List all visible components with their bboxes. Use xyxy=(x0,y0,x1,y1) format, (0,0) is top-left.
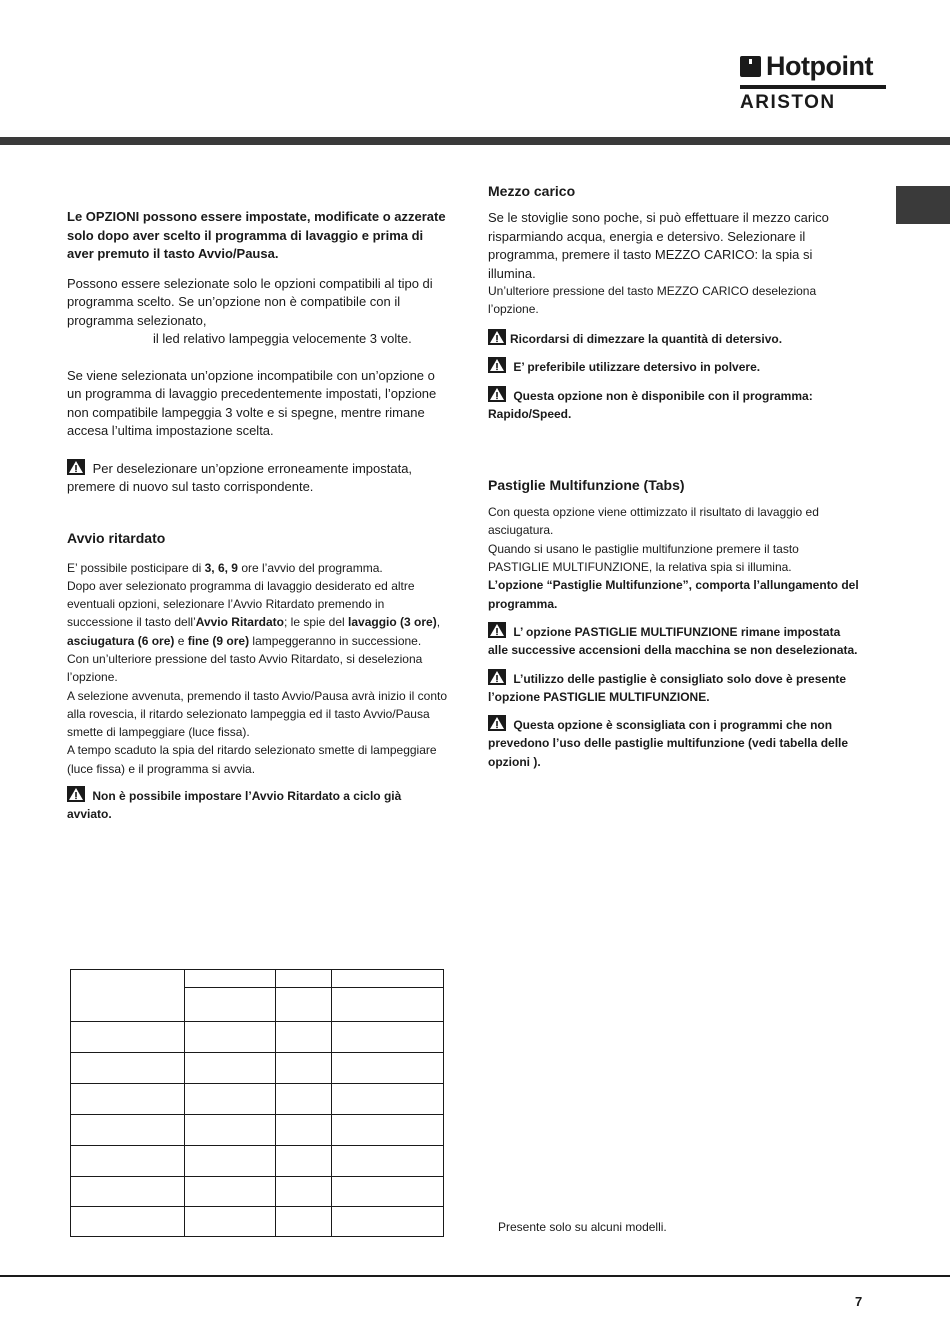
table-col-line xyxy=(331,970,332,1236)
tabs-warning-1 xyxy=(488,622,863,660)
left-column xyxy=(67,208,447,824)
mezzo-warning-2-text: E’ preferibile utilizzare detersivo in polvere. xyxy=(510,360,761,375)
incompat-paragraph: Se viene selezionata un’opzione incompatibile con un’opzione o un programma di lavaggio precedentemente impostati, l’opzione non compatibile lampeggia 3 volte e si spegne, mentre rimane accesa l’ultima impostazione scelta. xyxy=(67,367,437,438)
tabs-warning-2-text: L’utilizzo delle pastiglie è consigliato solo dove è presente l’opzione PASTIGLIE MULTIFUNZIONE. xyxy=(488,671,847,704)
avvio-line-2 xyxy=(67,577,447,650)
warning-icon xyxy=(67,786,85,802)
table-header-line xyxy=(184,987,443,988)
right-column xyxy=(488,182,863,771)
avvio-line-4: Con un’ulteriore pressione del tasto Avvio Ritardato, si deseleziona l’opzione. xyxy=(67,651,423,685)
intro-text: Le OPZIONI possono essere impostate, modificate o azzerate solo dopo aver scelto il programma di lavaggio e prima di aver premuto il tasto Avvio/Pausa. xyxy=(67,209,446,261)
avvio-title: Avvio ritardato xyxy=(67,529,166,546)
mezzo-warning-3-text: Questa opzione non è disponibile con il programma: Rapido/Speed. xyxy=(488,388,813,421)
avvio-warning-text: Non è possibile impostare l’Avvio Ritardato a ciclo già avviato. xyxy=(67,789,402,822)
table-col-line xyxy=(184,970,185,1236)
brand-name-row xyxy=(740,52,886,80)
compat-text-b: il led relativo lampeggia velocemente 3 volte. xyxy=(153,331,412,346)
side-tab xyxy=(896,186,950,224)
table-row-line xyxy=(71,1114,443,1115)
compat-text-a: Possono essere selezionate solo le opzioni compatibili al tipo di programma scelto. Se un’opzione non è compatibile con il programma selezionato, xyxy=(67,275,433,328)
avvio-body xyxy=(67,559,447,824)
warning-icon xyxy=(488,715,506,731)
avvio-t1: E’ possibile posticipare di xyxy=(67,560,205,575)
table-row-line xyxy=(71,1206,443,1207)
tabs-text-1: Con questa opzione viene ottimizzato il risultato di lavaggio ed asciugatura. xyxy=(488,505,819,538)
mezzo-text-1: Se le stoviglie sono poche, si può effettuare il mezzo carico risparmiando acqua, energia e detersivo. Selezionare il programma, premere il tasto MEZZO CARICO: la spia si illumina. xyxy=(488,210,829,281)
tabs-warning-1-text: L’ opzione PASTIGLIE MULTIFUNZIONE rimane impostata alle successive accensioni della macchina se non deselezionata. xyxy=(488,624,858,658)
brand-name: Hotpoint xyxy=(766,51,873,81)
brand-square-icon xyxy=(740,56,761,77)
avvio-t2: Dopo aver selezionato programma di lavaggio desiderato ed altre eventuali opzioni, selezionare l’Avvio Ritardato premendo in successione il tasto dell’ xyxy=(67,578,415,630)
mezzo-warning-3 xyxy=(488,386,863,424)
warning-icon xyxy=(488,386,506,402)
spia-fine: fine (9 ore) xyxy=(187,633,250,648)
warning-icon xyxy=(488,669,506,685)
tabs-text-3: L’opzione “Pastiglie Multifunzione”, comporta l’allungamento del programma. xyxy=(488,578,859,611)
deselect-warning-text: Per deselezionare un’opzione erroneamente impostata, premere di nuovo sul tasto corrispondente. xyxy=(67,460,413,494)
brand-sub: ARISTON xyxy=(740,92,836,113)
table-row-line xyxy=(71,1052,443,1053)
warning-icon xyxy=(488,329,506,345)
page-number: 7 xyxy=(855,1294,863,1309)
avvio-line-1 xyxy=(67,559,447,577)
mezzo-warning-1 xyxy=(488,329,863,348)
mezzo-warning-2 xyxy=(488,357,863,376)
header-bar xyxy=(0,137,950,145)
table-col-line xyxy=(275,970,276,1236)
tabs-warning-3-text: Questa opzione è sconsigliata con i programmi che non prevedono l’uso delle pastiglie multifunzione (vedi tabella delle opzioni ). xyxy=(488,718,849,769)
tabs-warning-2 xyxy=(488,669,863,707)
table-row-line xyxy=(71,1176,443,1177)
mezzo-title: Mezzo carico xyxy=(488,183,576,199)
avvio-t1c: ore l’avvio del programma. xyxy=(237,560,383,575)
avvio-sep-2: e xyxy=(174,633,188,648)
spia-asciugatura: asciugatura (6 ore) xyxy=(67,633,175,648)
options-table xyxy=(70,969,444,1237)
brand-logo xyxy=(740,52,886,113)
spia-lavaggio: lavaggio (3 ore) xyxy=(348,615,437,630)
brand-rule xyxy=(740,85,886,89)
avvio-t2c: ; le spie del xyxy=(283,615,345,630)
tabs-warning-3 xyxy=(488,715,863,771)
tabs-title: Pastiglie Multifunzione (Tabs) xyxy=(488,477,685,494)
deselect-warning xyxy=(67,459,447,497)
table-row-line xyxy=(71,1145,443,1146)
avvio-hours: 3, 6, 9 xyxy=(204,560,238,575)
avvio-t3c: lampeggeranno in successione. xyxy=(249,633,422,648)
table-row-line xyxy=(71,1083,443,1084)
mezzo-warning-1-text: Ricordarsi di dimezzare la quantità di detersivo. xyxy=(510,332,783,346)
avvio-sep-1: , xyxy=(436,615,441,630)
mezzo-text-2: Un’ulteriore pressione del tasto MEZZO CARICO deseleziona l’opzione. xyxy=(488,284,817,316)
table-row-line xyxy=(71,1021,443,1022)
compat-paragraph xyxy=(67,275,447,349)
tabs-text-2: Quando si usano le pastiglie multifunzione premere il tasto PASTIGLIE MULTIFUNZIONE, la relativa spia si illumina. xyxy=(488,541,799,575)
warning-icon xyxy=(488,357,506,373)
warning-icon xyxy=(67,459,85,475)
footer-rule xyxy=(0,1275,950,1277)
warning-icon xyxy=(488,622,506,638)
avvio-line-5: A selezione avvenuta, premendo il tasto Avvio/Pausa avrà inizio il conto alla rovescia, il ritardo selezionato lampeggia ed il tasto Avvio/Pausa smette di lampeggiare (luce fissa). xyxy=(67,688,448,740)
avvio-warning xyxy=(67,786,447,824)
avvio-button-name: Avvio Ritardato xyxy=(195,615,284,630)
avvio-line-6: A tempo scaduto la spia del ritardo selezionato smette di lampeggiare (luce fissa) e il programma si avvia. xyxy=(67,743,437,776)
footnote: Presente solo su alcuni modelli. xyxy=(498,1220,667,1234)
